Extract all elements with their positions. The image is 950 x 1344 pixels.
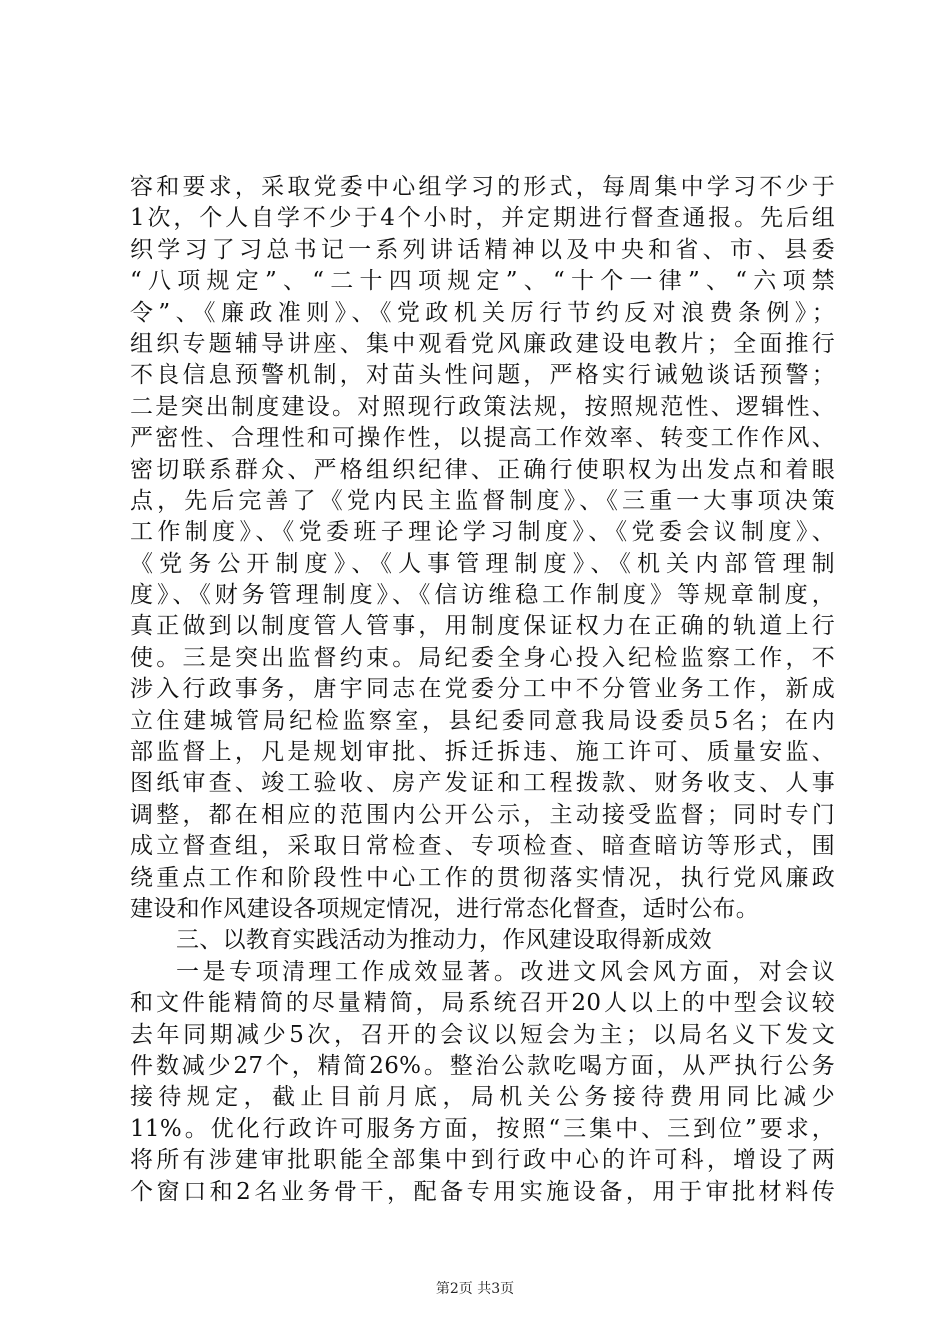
text-line: 图纸审查、竣工验收、房产发证和工程拨款、财务收支、人事 — [130, 770, 835, 797]
text-line: 和文件能精简的尽量精简，局系统召开20人以上的中型会议较 — [130, 990, 835, 1017]
text-line: 密切联系群众、严格组织纪律、正确行使职权为出发点和着眼 — [130, 456, 835, 483]
text-line: 二是突出制度建设。对照现行政策法规，按照规范性、逻辑性、 — [130, 393, 835, 420]
text-line: 织学习了习总书记一系列讲话精神以及中央和省、市、县委 — [130, 236, 835, 263]
text-line: 调整，都在相应的范围内公开公示，主动接受监督；同时专门 — [130, 801, 835, 828]
text-line: 使。三是突出监督约束。局纪委全身心投入纪检监察工作，不 — [130, 644, 835, 671]
text-line: 立住建城管局纪检监察室，县纪委同意我局设委员5名；在内 — [130, 707, 835, 734]
text-line: 件数减少27个，精简26%。整治公款吃喝方面，从严执行公务 — [130, 1052, 835, 1079]
text-line: 不良信息预警机制，对苗头性问题，严格实行诫勉谈话预警； — [130, 362, 835, 389]
text-line: 成立督查组，采取日常检查、专项检查、暗查暗访等形式，围 — [130, 833, 835, 860]
text-line: 组织专题辅导讲座、集中观看党风廉政建设电教片；全面推行 — [130, 330, 835, 357]
page-footer — [0, 1279, 950, 1299]
text-line: 接待规定，截止目前月底，局机关公务接待费用同比减少 — [130, 1084, 835, 1111]
text-line: 个窗口和2名业务骨干，配备专用实施设备，用于审批材料传 — [130, 1178, 835, 1205]
text-line: 1次，个人自学不少于4个小时，并定期进行督查通报。先后组 — [130, 205, 835, 232]
text-line: “八项规定”、“二十四项规定”、“十个一律”、“六项禁 — [130, 268, 835, 295]
text-line: 去年同期减少5次，召开的会议以短会为主；以局名义下发文 — [130, 1021, 835, 1048]
text-line: 《党务公开制度》、《人事管理制度》、《机关内部管理制 — [130, 550, 835, 577]
text-line: 将所有涉建审批职能全部集中到行政中心的许可科，增设了两 — [130, 1147, 835, 1174]
text-line: 容和要求，采取党委中心组学习的形式，每周集中学习不少于 — [130, 174, 835, 200]
text-line: 度》、《财务管理制度》、《信访维稳工作制度》等规章制度， — [130, 582, 835, 609]
text-line: 涉入行政事务，唐宇同志在党委分工中不分管业务工作，新成 — [130, 676, 835, 703]
text-line: 工作制度》、《党委班子理论学习制度》、《党委会议制度》、 — [130, 519, 835, 546]
text-line: 绕重点工作和阶段性中心工作的贯彻落实情况，执行党风廉政 — [130, 864, 835, 891]
body-text — [130, 172, 835, 1208]
text-line: 11%。优化行政许可服务方面，按照“三集中、三到位”要求， — [130, 1115, 835, 1142]
page-number: 第2页 共3页 — [435, 1281, 515, 1297]
text-line: 真正做到以制度管人管事，用制度保证权力在正确的轨道上行 — [130, 613, 835, 640]
text-line: 建设和作风建设各项规定情况，进行常态化督查，适时公布。 — [130, 895, 760, 922]
text-line: 一是专项清理工作成效显著。改进文风会风方面，对会议 — [176, 958, 835, 985]
section-heading: 三、以教育实践活动为推动力，作风建设取得新成效 — [176, 927, 712, 954]
text-line: 部监督上，凡是规划审批、拆迁拆违、施工许可、质量安监、 — [130, 739, 835, 766]
text-line: 点，先后完善了《党内民主监督制度》、《三重一大事项决策 — [130, 487, 835, 514]
text-line: 严密性、合理性和可操作性，以提高工作效率、转变工作作风、 — [130, 425, 835, 452]
text-line: 令”、《廉政准则》、《党政机关厉行节约反对浪费条例》； — [130, 299, 835, 326]
